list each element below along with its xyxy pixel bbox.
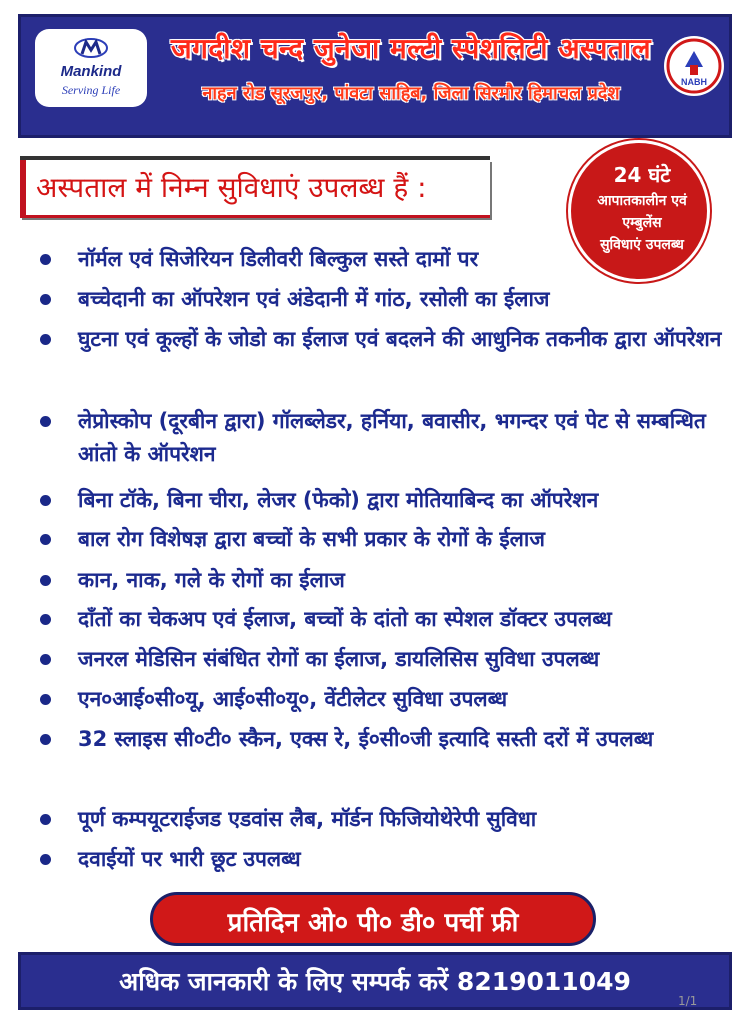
bullet-icon [40,495,51,506]
facility-text: बिना टॉके, बिना चीरा, लेजर (फेको) द्वारा मोतियाबिन्द का ऑपरेशन [78,488,599,512]
facility-text: लेप्रोस्कोप (दूरबीन द्वारा) गॉलब्लेडर, हर्निया, बवासीर, भगन्दर एवं पेट से सम्बन्धित आंतो के ऑपरेशन [78,409,706,466]
logo-tagline: Serving Life [61,83,121,97]
facilities-heading: अस्पताल में निम्न सुविधाएं उपलब्ध हैं : [36,171,427,204]
facility-text: बच्चेदानी का ऑपरेशन एवं अंडेदानी में गांठ, रसोली का ईलाज [78,287,550,311]
facility-text: बाल रोग विशेषज्ञ द्वारा बच्चों के सभी प्रकार के रोगों के ईलाज [78,527,545,551]
badge-line-4: सुविधाएं उपलब्ध [600,237,684,253]
badge-line-1: 24 घंटे [613,163,671,187]
facility-text: दाँतों का चेकअप एवं ईलाज, बच्चों के दांतो का स्पेशल डॉक्टर उपलब्ध [78,607,612,631]
mankind-logo [35,29,147,107]
bullet-icon [40,254,51,265]
badge-line-3: एम्बुलेंस [622,215,662,231]
mankind-m-icon [73,35,109,61]
facility-text: कान, नाक, गले के रोगों का ईलाज [78,568,345,592]
badge-line-2: आपातकालीन एवं [597,193,687,209]
facility-text: एन०आई०सी०यू, आई०सी०यू०, वेंटीलेटर सुविधा उपलब्ध [78,687,508,711]
facilities-heading-box [20,160,490,218]
contact-footer [18,952,732,1010]
facility-text: पूर्ण कम्पयूटराईजड एडवांस लैब, मॉर्डन फिजियोथेरेपी सुविधा [78,807,537,831]
bullet-icon [40,614,51,625]
hospital-name: जगदीश चन्द जुनेजा मल्टी स्पेशलिटी अस्पताल [170,32,652,65]
logo-name: Mankind [60,63,122,80]
bullet-icon [40,654,51,665]
facility-text: जनरल मेडिसिन संबंधित रोगों का ईलाज, डायलिसिस सुविधा उपलब्ध [78,647,600,671]
facility-text: नॉर्मल एवं सिजेरियन डिलीवरी बिल्कुल सस्ते दामों पर [78,247,479,271]
bullet-icon [40,854,51,865]
bullet-icon [40,814,51,825]
nabh-seal-icon [663,35,725,97]
bullet-icon [40,334,51,345]
seal-text: NABH [681,77,707,87]
bullet-icon [40,534,51,545]
bullet-icon [40,734,51,745]
free-opd-banner [150,892,596,946]
facility-text: 32 स्लाइस सी०टी० स्कैन, एक्स रे, ई०सी०जी इत्यादि सस्ती दरों में उपलब्ध [78,727,654,751]
hospital-address: नाहन रोड सूरजपुर, पांवटा साहिब, जिला सिरमौर हिमाचल प्रदेश [202,83,620,104]
header-banner [18,14,732,138]
bullet-icon [40,575,51,586]
bullet-icon [40,416,51,427]
page-marker: 1/1 [678,994,698,1008]
bullet-icon [40,694,51,705]
contact-text: अधिक जानकारी के लिए सम्पर्क करें 8219011049 [119,967,631,996]
bullet-icon [40,294,51,305]
free-opd-text: प्रतिदिन ओ० पी० डी० पर्ची फ्री [227,908,519,938]
facility-text: दवाईयों पर भारी छूट उपलब्ध [78,847,301,871]
facility-text: घुटना एवं कूल्हों के जोडो का ईलाज एवं बदलने की आधुनिक तकनीक द्वारा ऑपरेशन [78,327,722,351]
